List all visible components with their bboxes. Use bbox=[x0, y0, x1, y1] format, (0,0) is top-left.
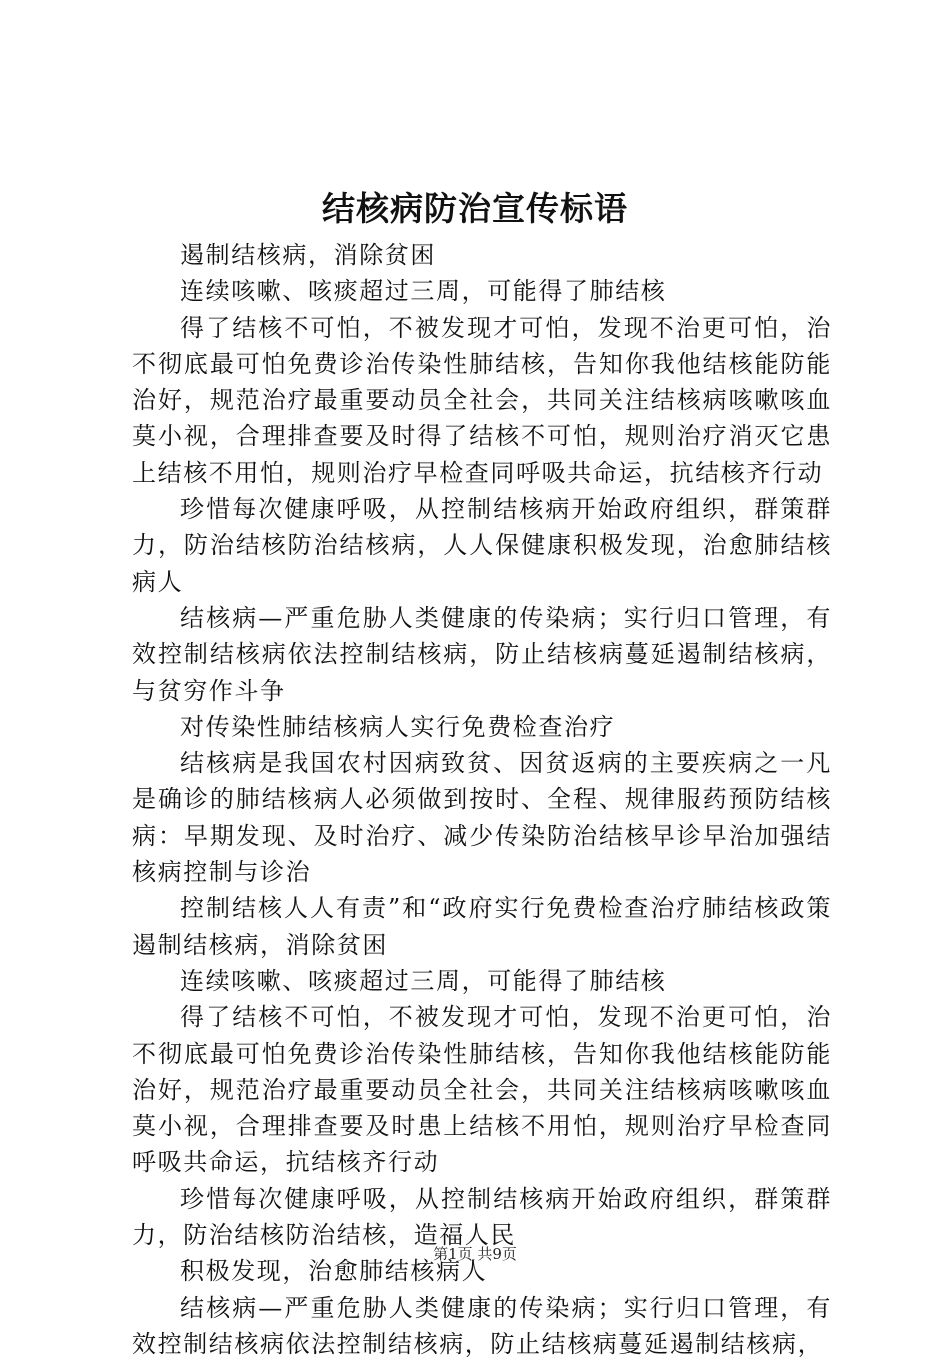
paragraph: 得了结核不可怕，不被发现才可怕，发现不治更可怕，治不彻底最可怕免费诊治传染性肺结核，告知你我他结核能防能治好，规范治疗最重要动员全社会，共同关注结核病咳嗽咳血莫小视，合理排查要及时患上结核不用怕，规则治疗早检查同呼吸共命运，抗结核齐行动 bbox=[132, 1003, 832, 1177]
paragraph: 遏制结核病，消除贫困 bbox=[180, 241, 436, 269]
paragraph: 积极发现，治愈肺结核病人 bbox=[180, 1257, 488, 1286]
document-body bbox=[132, 237, 832, 1362]
page-footer: 第1页 共9页 bbox=[433, 1245, 517, 1263]
document-title: 结核病防治宣传标语 bbox=[322, 189, 628, 228]
paragraph: 对传染性肺结核病人实行免费检查治疗 bbox=[180, 712, 616, 741]
paragraph: 珍惜每次健康呼吸，从控制结核病开始政府组织，群策群力，防治结核防治结核病，人人保健康积极发现，治愈肺结核病人 bbox=[132, 495, 832, 596]
paragraph: 连续咳嗽、咳痰超过三周，可能得了肺结核 bbox=[180, 966, 667, 995]
paragraph: 结核病—严重危胁人类健康的传染病；实行归口管理，有效控制结核病依法控制结核病，防止结核病蔓延遏制结核病， bbox=[132, 1293, 832, 1358]
paragraph: 得了结核不可怕，不被发现才可怕，发现不治更可怕，治不彻底最可怕免费诊治传染性肺结核，告知你我他结核能防能治好，规范治疗最重要动员全社会，共同关注结核病咳嗽咳血莫小视，合理排查要及时得了结核不可怕，规则治疗消灭它患上结核不用怕，规则治疗早检查同呼吸共命运，抗结核齐行动 bbox=[132, 313, 832, 487]
paragraph: 结核病—严重危胁人类健康的传染病；实行归口管理，有效控制结核病依法控制结核病，防止结核病蔓延遏制结核病，与贫穷作斗争 bbox=[132, 603, 832, 705]
paragraph: 连续咳嗽、咳痰超过三周，可能得了肺结核 bbox=[180, 277, 667, 306]
paragraph: 控制结核人人有责”和“政府实行免费检查治疗肺结核政策遏制结核病，消除贫困 bbox=[132, 894, 832, 959]
paragraph: 结核病是我国农村因病致贫、因贫返病的主要疾病之一凡是确诊的肺结核病人必须做到按时、全程、规律服药预防结核病：早期发现、及时治疗、减少传染防治结核早诊早治加强结核病控制与诊治 bbox=[132, 749, 832, 887]
paragraph: 珍惜每次健康呼吸，从控制结核病开始政府组织，群策群力，防治结核防治结核，造福人民 bbox=[132, 1184, 832, 1250]
